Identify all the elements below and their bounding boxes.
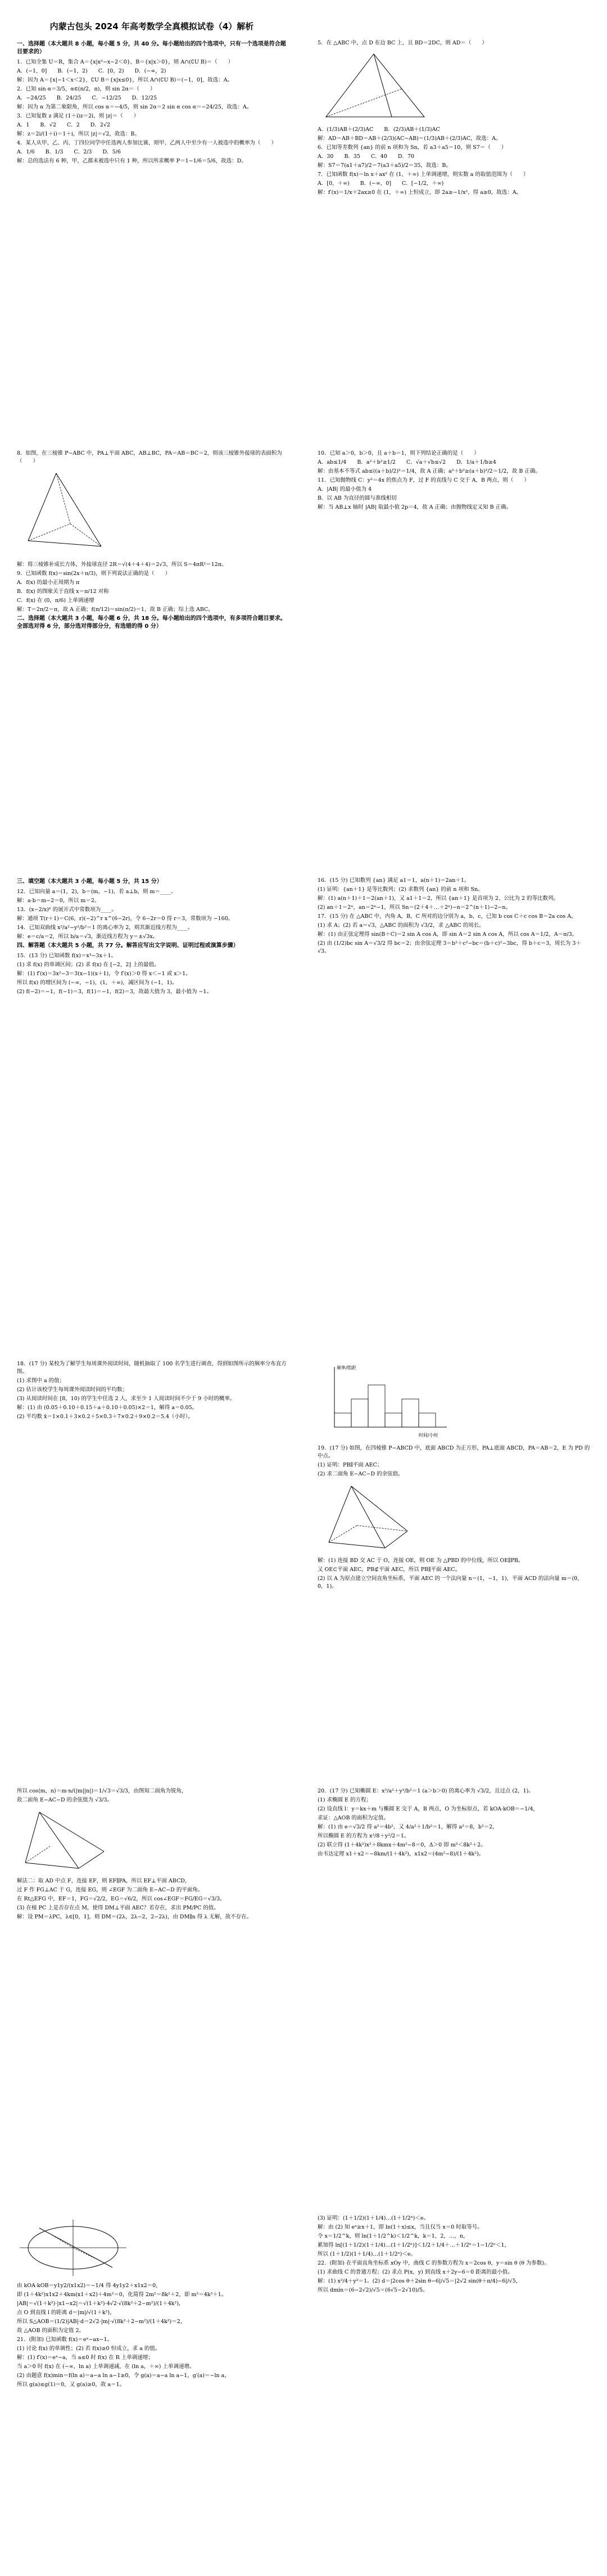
left-column — [17, 450, 289, 633]
right-column — [318, 1787, 590, 1922]
x-axis-label: 时间/小时 — [419, 1433, 438, 1438]
solution-line: 所以 (1＋1/2)(1＋1/4)…(1＋1/2ⁿ)＜e。 — [318, 2251, 416, 2257]
solution-line: 解：(1) a(n＋1)＋1＝2(an＋1)，又 a1＋1＝2，所以 {an＋1} 是首项为 2、公比为 2 的等比数列。 — [318, 895, 559, 902]
solution-line: 解：S7＝7(a1＋a7)/2＝7(a3＋a5)/2＝35，故选：B。 — [318, 162, 451, 169]
options-line: A．[0，＋∞) B．(−∞，0] C．[−1/2，＋∞) — [318, 180, 444, 187]
solution-line: 解：(1) f′(x)＝eˣ−a，当 a≤0 时 f(x) 在 R 上单调递增； — [17, 2355, 153, 2361]
band-5 — [17, 1787, 590, 1922]
question-line: 求证：△AOB 的面积为定值。 — [318, 1815, 389, 1821]
solution-line: 所以 g(a)≤g(1)＝0，又 g(a)≥0，故 a＝1。 — [17, 2382, 125, 2388]
pyramid-figure — [318, 1481, 419, 1554]
question-line: (2) 估计该校学生每周课外阅读时间的平均数； — [17, 1387, 128, 1393]
question-line: (3) 从阅读时间在 [8，10) 的学生中任选 2 人，求至少 1 人阅读时间不少于 9 小时的概率。 — [17, 1396, 235, 1402]
question-line: 12．已知向量 a＝(1，2)，b＝(m，−1)，若 a⊥b，则 m＝____。 — [17, 889, 176, 895]
solution-line: 令 x＝1/2^k，则 ln(1＋1/2^k)＜1/2^k，k＝1，2，…，n， — [318, 2233, 469, 2239]
solution-line: 解法二：取 AD 中点 F，连接 EF，则 EF∥PA，所以 EF⊥平面 ABCD， — [17, 1878, 191, 1884]
ellipse-figure — [17, 2217, 129, 2279]
page-title: 内蒙古包头 2024 年高考数学全真模拟试卷（4）解析 — [49, 21, 254, 31]
question-line: 5．在 △ABC 中，点 D 在边 BC 上，且 BD＝2DC，则 AD＝（ ） — [318, 40, 487, 46]
options-line: A．ab≤1/4 B．a²＋b²≥1/2 C．√a＋√b≤√2 D．1/a＋1/b≥4 — [318, 459, 496, 465]
question-line: 4．某人从甲、乙、丙、丁四位同学中任选两人参加比赛，则甲、乙两人中至少有一人被选中的概率为（ ） — [17, 140, 277, 146]
question-line: 17．(15 分) 在 △ABC 中，内角 A，B，C 所对的边分别为 a，b，c，已知 b cos C＋c cos B＝2a cos A。 — [318, 913, 577, 920]
right-column — [318, 1360, 590, 1592]
section-heading-answer: 四、解答题（本大题共 5 小题，共 77 分。解答应写出文字说明、证明过程或演算步骤） — [17, 943, 239, 949]
solution-line: 解：(1) 由正弦定理得 sin(B＋C)＝2 sin A cos A，即 sin A＝2 sin A cos A，所以 cos A＝1/2，A＝π/3。 — [318, 931, 578, 938]
left-column — [17, 1360, 289, 1592]
question-line: 8．如图，在三棱锥 P−ABC 中，PA⊥平面 ABC，AB⊥BC，PA＝AB＝BC＝2，则该三棱锥外接球的表面积为（ ） — [17, 450, 282, 464]
solution-line: 解：(1) f′(x)＝3x²−3＝3(x−1)(x＋1)，令 f′(x)＞0 得 x＜−1 或 x＞1。 — [17, 971, 191, 977]
solution-line: 累加得 ln[(1＋1/2)(1＋1/4)…(1＋1/2ⁿ)]＜1/2＋1/4＋…＋1/2ⁿ＝1−1/2ⁿ＜1， — [318, 2242, 510, 2248]
solution-line: 解：e＝c/a＝2，所以 b/a＝√3，渐近线方程为 y＝±√3x。 — [17, 934, 158, 940]
question-line: 20．(17 分) 已知椭圆 E：x²/a²＋y²/b²＝1 (a＞b＞0) 的离心率为 √3/2，且过点 (2，1)。 — [318, 1788, 534, 1794]
solution-line: |AB|＝√(1＋k²)·|x1−x2|＝√(1＋k²)·4√2·√(8k²＋2−m²)/(1＋4k²)， — [17, 2301, 184, 2307]
section-heading-multi: 二、选择题（本大题共 3 小题，每小题 6 分，共 18 分。每小题给出的四个选项中，有多项符合题目要求。全部选对得 6 分，部分选对得部分分，有选错的得 0 分） — [17, 615, 286, 630]
option-line: B．f(x) 的图象关于直线 x＝π/12 对称 — [17, 588, 109, 595]
solution-line: 解：通项 T(r＋1)＝C(6，r)(−2)^r x^(6−2r)，令 6−2r＝0 得 r＝3，常数项为 −160。 — [17, 916, 234, 922]
solution-line: 解：(1) 由 (0.05＋0.10＋0.15＋a＋0.10＋0.05)×2＝1，解得 a＝0.05。 — [17, 1405, 198, 1411]
question-line: (1) 求 f(x) 的单调区间；(2) 求 f(x) 在 [−2，2] 上的最值。 — [17, 962, 160, 968]
question-line: (1) 证明：{an＋1} 是等比数列；(2) 求数列 {an} 的前 n 项和 Sn。 — [318, 886, 483, 893]
band-4 — [17, 1360, 590, 1592]
question-line: 10．已知 a＞0，b＞0，且 a＋b＝1，则下列结论正确的是（ ） — [318, 450, 479, 456]
solution-line: 即 (1＋4k²)x1x2＋4km(x1＋x2)＋4m²＝0，化简得 2m²＝8k²＋2，即 m²＝4k²＋1。 — [17, 2292, 227, 2298]
options-line: A．1/6 B．1/3 C．2/3 D．5/6 — [17, 149, 121, 155]
solution-line: 解：当 AB⊥x 轴时 |AB| 取最小值 2p＝4，故 A 正确；由抛物线定义知 B 正确。 — [318, 504, 512, 510]
solution-line: 所以 dmin＝(6−2√2)/√5＝(6√5−2√10)/5。 — [318, 2287, 428, 2293]
triangle-figure — [318, 49, 430, 123]
option-line: B．以 AB 为直径的圆与准线相切 — [318, 495, 397, 501]
solution-line: 解：AD＝AB＋BD＝AB＋(2/3)(AC−AB)＝(1/3)AB＋(2/3)AC，故选：A。 — [318, 135, 501, 142]
histogram-bar — [419, 1413, 436, 1427]
question-line: 11．已知抛物线 C：y²＝4x 的焦点为 F，过 F 的直线与 C 交于 A，B 两点，则（ ） — [318, 477, 529, 483]
solution-line: (2) 平均数 x̄＝1×0.1＋3×0.2＋5×0.3＋7×0.2＋9×0.2＝5.4（小时）。 — [17, 1414, 193, 1420]
solution-line: 解：因为 α 为第二象限角，所以 cos α＝−4/5，则 sin 2α＝2 sin α cos α＝−24/25，故选：A。 — [17, 104, 252, 110]
solution-line: 解：(1) 连接 BD 交 AC 于 O，连接 OE，则 OE 为 △PBD 的中位线，所以 OE∥PB。 — [318, 1558, 524, 1564]
question-line: 16．(15 分) 已知数列 {an} 满足 a1＝1，a(n＋1)＝2an＋1。 — [318, 877, 470, 884]
left-column — [17, 877, 289, 997]
option-line: A．|AB| 的最小值为 4 — [318, 486, 372, 492]
solution-line: 解：总的选法有 6 种，甲、乙都未被选中只有 1 种，所以所求概率 P＝1−1/6＝5/6，故选：D。 — [17, 158, 247, 164]
solution-line: 解：f′(x)＝1/x＋2ax≥0 在 (1，＋∞) 上恒成立，即 2a≥−1/x²，得 a≥0，故选：A。 — [318, 189, 522, 196]
question-line: 9．已知函数 f(x)＝sin(2x＋π/3)，则下列说法正确的是（ ） — [17, 571, 171, 577]
solution-line: 解：(1) 由 e＝√3/2 得 a²＝4b²，又 4/a²＋1/b²＝1，解得 a²＝8，b²＝2， — [318, 1824, 498, 1830]
solution-line: 解：由基本不等式 ab≤((a＋b)/2)²＝1/4，故 A 正确；a²＋b²≥(a＋b)²/2＝1/2，故 B 正确。 — [318, 468, 541, 474]
solution-line: 解：设 PM＝λPC，λ∈[0，1]，则 DM＝(2λ，2λ−2，2−2λ)，由 DM∥n 得 λ 无解，故不存在。 — [17, 1914, 252, 1920]
solution-line: 过 F 作 FG⊥AC 于 G，连接 EG，则 ∠EGF 为二面角 E−AC−D 的平面角。 — [17, 1887, 203, 1893]
question-line: 13．(x−2/x)⁶ 的展开式中常数项为____。 — [17, 907, 117, 913]
histogram-bar — [402, 1399, 419, 1427]
right-column — [318, 877, 590, 997]
section-heading-choice: 一、选择题（本大题共 8 小题，每小题 5 分，共 40 分。每小题给出的四个选项中，只有一个选项是符合题目要求的） — [17, 41, 286, 55]
frequency-histogram — [318, 1362, 452, 1441]
left-column — [17, 1787, 289, 1922]
options-line: A．1 B．√2 C．2 D．2√2 — [17, 122, 111, 128]
solution-line: (2) 以 A 为原点建立空间直角坐标系，平面 AEC 的一个法向量 n＝(1，−1，1)，平面 ACD 的法向量 m＝(0，0，1)。 — [318, 1576, 583, 1590]
question-line: 15．(13 分) 已知函数 f(x)＝x³−3x＋1。 — [17, 953, 117, 959]
right-column — [318, 2215, 590, 2390]
question-line: (2) 求二面角 E−AC−D 的余弦值。 — [318, 1471, 404, 1477]
histogram-bar — [368, 1385, 385, 1427]
question-line: 21．(附加) 已知函数 f(x)＝eˣ−ax−1。 — [17, 2337, 112, 2343]
solution-line: 解：将三棱锥补成长方体，外接球直径 2R＝√(4＋4＋4)＝2√3，所以 S＝4πR²＝12π。 — [17, 562, 227, 568]
solution-line: 解：z＝2i/(1＋i)＝1＋i，所以 |z|＝√2，故选：B。 — [17, 131, 140, 137]
question-line: (1) 求椭圆 E 的方程； — [318, 1797, 372, 1803]
band-3 — [17, 877, 590, 997]
right-column — [318, 39, 590, 198]
options-line: A．−24/25 B．24/25 C．−12/25 D．12/25 — [17, 95, 157, 101]
solution-line: 故二面角 E−AC−D 的余弦值为 √3/3。 — [17, 1797, 113, 1803]
solution-line: (2) an＋1＝2ⁿ，an＝2ⁿ−1，所以 Sn＝(2＋4＋…＋2ⁿ)−n＝2^(n＋1)−2−n。 — [318, 904, 511, 911]
section-heading-fill: 三、填空题（本大题共 3 小题，每小题 5 分，共 15 分） — [17, 879, 162, 885]
left-column — [17, 2215, 289, 2390]
solution-line: 解：(1) x²/4＋y²＝1。(2) d＝|2cos θ＋2sin θ−6|/√5＝|2√2 sin(θ＋π/4)−6|/√5， — [318, 2278, 522, 2284]
solution-line: 解：由 (2) 知 eˣ≥x＋1，即 ln(1＋x)≤x，当且仅当 x＝0 时取等号。 — [318, 2224, 483, 2230]
options-line: A．(−1，0] B．(−1，2) C．[0，2) D．(−∞，2) — [17, 68, 166, 74]
solution-line: (2) f(−2)＝−1，f(−1)＝3，f(1)＝−1，f(2)＝3，故最大值为 3，最小值为 −1。 — [17, 989, 212, 995]
question-line: 6．已知等差数列 {an} 的前 n 项和为 Sn，若 a3＋a5＝10，则 S7＝（ ） — [318, 144, 507, 151]
solution-line: 所以 cos⟨m，n⟩＝m·n/(|m||n|)＝1/√3＝√3/3，由图知二面角为锐角， — [17, 1788, 187, 1794]
question-line: 18．(17 分) 某校为了解学生每周课外阅读时间，随机抽取了 100 名学生进行调查，得到如图所示的频率分布直方图。 — [17, 1361, 287, 1375]
question-line: (1) 讨论 f(x) 的单调性；(2) 若 f(x)≥0 恒成立，求 a 的值。 — [17, 2346, 161, 2352]
question-line: (3) 证明：(1＋1/2)(1＋1/4)…(1＋1/2ⁿ)＜e。 — [318, 2215, 429, 2221]
band-1 — [17, 39, 590, 198]
right-column — [318, 450, 590, 633]
solution-line: 又 OE⊂平面 AEC，PB⊄平面 AEC，所以 PB∥平面 AEC。 — [318, 1567, 461, 1573]
question-line: 22．(附加) 在平面直角坐标系 xOy 中，曲线 C 的参数方程为 x＝2cos θ，y＝sin θ (θ 为参数)。 — [318, 2260, 550, 2266]
solution-line: 解：因为 A＝{x|−1＜x＜2}，∁U B＝{x|x≤0}，所以 A∩(∁U B)＝(−1，0]，故选：A。 — [17, 77, 233, 83]
solution-line: (2) 联立得 (1＋4k²)x²＋8kmx＋4m²−8＝0，Δ＞0 即 m²＜8k²＋2。 — [318, 1842, 486, 1848]
question-line: 3．已知复数 z 满足 (1＋i)z＝2i，则 |z|＝（ ） — [17, 113, 139, 119]
solution-line: 当 a＞0 时 f(x) 在 (−∞，ln a) 上单调递减，在 (ln a，＋∞) 上单调递增。 — [17, 2364, 195, 2370]
solution-line: 解：a·b＝m−2＝0，所以 m＝2。 — [17, 898, 100, 904]
options-line: A．(1/3)AB＋(2/3)AC B．(2/3)AB＋(1/3)AC — [318, 126, 440, 133]
question-line: 14．已知双曲线 x²/a²−y²/b²＝1 的离心率为 2，则其渐近线方程为____。 — [17, 925, 193, 931]
solution-line: 解：T＝2π/2＝π，故 A 正确；f(π/12)＝sin(π/2)＝1，故 B 正确；综上选 ABC。 — [17, 606, 214, 613]
option-line: C．f(x) 在 (0，π/6) 上单调递增 — [17, 597, 94, 604]
question-line: (1) 求图中 a 的值； — [17, 1378, 65, 1384]
solution-line: 所以椭圆 E 的方程为 x²/8＋y²/2＝1。 — [318, 1833, 410, 1839]
question-line: (2) 设直线 l：y＝kx＋m 与椭圆 E 交于 A，B 两点，O 为坐标原点，若 kOA·kOB＝−1/4， — [318, 1806, 538, 1812]
question-line: (1) 求曲线 C 的普通方程；(2) 求点 P(x，y) 到直线 x＋2y−6＝0 距离的最小值。 — [318, 2269, 513, 2275]
band-2 — [17, 450, 590, 633]
solution-line: 由韦达定理 x1＋x2＝−8km/(1＋4k²)，x1x2＝(4m²−8)/(1＋4k²)。 — [318, 1851, 484, 1857]
solution-line: (2) 由题意 f(x)min＝f(ln a)＝a−a ln a−1≥0，令 g(a)＝a−a ln a−1，g′(a)＝−ln a， — [17, 2373, 230, 2379]
solution-line: 故 △AOB 的面积为定值 2。 — [17, 2328, 85, 2334]
question-line: 2．已知 sin α＝3/5，α∈(π/2，π)，则 sin 2α＝（ ） — [17, 86, 156, 92]
solution-line: (2) 由 (1/2)bc sin A＝√3/2 得 bc＝2；由余弦定理 3＝b²＋c²−bc＝(b＋c)²−3bc，得 b＋c＝3，周长为 3＋√3。 — [318, 940, 581, 954]
solution-line: 所以 S△AOB＝(1/2)|AB|·d＝2√2·|m|·√(8k²＋2−m²)/(1＋4k²)＝2， — [17, 2319, 186, 2325]
solution-line: 在 Rt△EFG 中，EF＝1，FG＝√2/2，EG＝√6/2，所以 cos∠EGF＝FG/EG＝√3/3。 — [17, 1896, 225, 1902]
question-line: 7．已知函数 f(x)＝ln x＋ax² 在 (1，＋∞) 上单调递增，则实数 a 的取值范围为（ ） — [318, 171, 529, 178]
question-line: (3) 在棱 PC 上是否存在点 M，使得 DM⊥平面 AEC？若存在，求出 PM/PC 的值。 — [17, 1905, 219, 1911]
solution-line: 点 O 到直线 l 的距离 d＝|m|/√(1＋k²)， — [17, 2310, 115, 2316]
question-line: (1) 求 A；(2) 若 a＝√3，△ABC 的面积为 √3/2，求 △ABC 的周长。 — [318, 922, 484, 929]
y-axis-label: 频率/组距 — [337, 1365, 356, 1370]
question-line: (1) 证明：PB∥平面 AEC； — [318, 1462, 383, 1468]
histogram-bar — [385, 1413, 402, 1427]
question-line: 1．已知全集 U＝R，集合 A＝{x|x²−x−2＜0}，B＝{x|x＞0}，则 A∩(∁U B)＝（ ） — [17, 59, 234, 65]
histogram-bar — [334, 1413, 351, 1427]
solution-line: 所以 f(x) 的增区间为 (−∞，−1)，(1，＋∞)，减区间为 (−1，1)。 — [17, 980, 178, 986]
histogram-bar — [351, 1399, 368, 1427]
band-6 — [17, 2215, 590, 2390]
solution-line: 由 kOA·kOB＝y1y2/(x1x2)＝−1/4 得 4y1y2＋x1x2＝0， — [17, 2283, 161, 2289]
option-line: A．f(x) 的最小正周期为 π — [17, 580, 80, 586]
pyramid-figure — [17, 1807, 112, 1874]
options-line: A．30 B．35 C．40 D．70 — [318, 153, 415, 160]
pyramid-figure — [17, 468, 118, 558]
left-column — [17, 39, 289, 198]
question-line: 19．(17 分) 如图，在四棱锥 P−ABCD 中，底面 ABCD 为正方形，PA⊥底面 ABCD，PA＝AB＝2，E 为 PD 的中点。 — [318, 1445, 590, 1459]
